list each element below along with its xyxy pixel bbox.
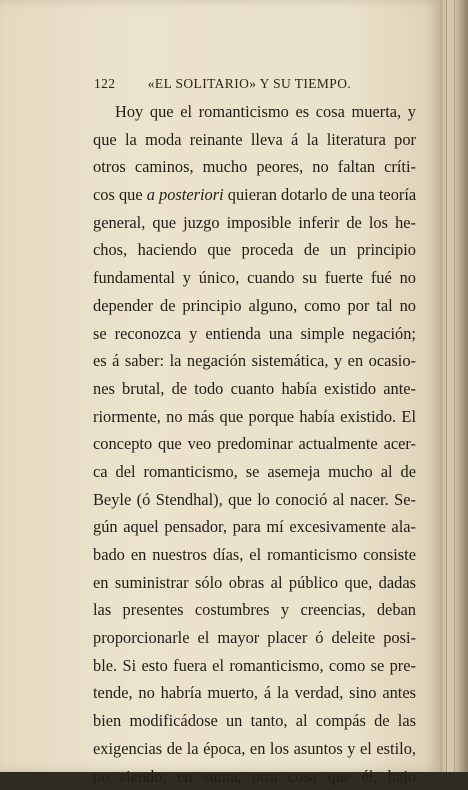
- text-line: en suministrar sólo obras al público que, dadas: [93, 569, 416, 597]
- text-line: las presentes costumbres y creencias, deban: [93, 596, 416, 624]
- text-line: bado en nuestros días, el romanticismo consiste: [93, 541, 416, 569]
- running-head-title: «EL SOLITARIO» Y SU TIEMPO.: [148, 76, 351, 92]
- text-segment: cos que: [93, 185, 147, 204]
- text-line: riormente, no más que porque había existido. El: [93, 403, 416, 431]
- text-line: es á saber: la negación sistemática, y en ocasio-: [93, 347, 416, 375]
- text-line: Beyle (ó Stendhal), que lo conoció al nacer. Se-: [93, 486, 416, 514]
- text-line: fundamental y único, cuando su fuerte fué no: [93, 264, 416, 292]
- text-segment: quieran dotarlo de una teoría: [224, 185, 417, 204]
- running-head: [94, 76, 374, 94]
- body-text: [93, 98, 416, 790]
- text-line: se reconozca y entienda una simple negación;: [93, 320, 416, 348]
- text-line: exigencias de la época, en los asuntos y el estilo,: [93, 735, 416, 763]
- text-line: ca del romanticismo, se asemeja mucho al de: [93, 458, 416, 486]
- text-line: proporcionarle el mayor placer ó deleite posi-: [93, 624, 416, 652]
- text-line: no siendo, en suma, otra cosa que él, bajo: [93, 763, 416, 790]
- text-line: gún aquel pensador, para mí excesivamente ala-: [93, 513, 416, 541]
- text-line: otros caminos, mucho peores, no faltan críti-: [93, 153, 416, 181]
- text-line: Hoy que el romanticismo es cosa muerta, y: [93, 98, 416, 126]
- text-line: bien modificádose un tanto, al compás de las: [93, 707, 416, 735]
- italic-phrase: a posteriori: [147, 185, 224, 204]
- text-line: [93, 181, 416, 209]
- text-line: tende, no habría muerto, á la verdad, sino antes: [93, 679, 416, 707]
- page-edge: [440, 0, 468, 772]
- text-line: nes brutal, de todo cuanto había existido ante-: [93, 375, 416, 403]
- text-line: que la moda reinante lleva á la literatura por: [93, 126, 416, 154]
- text-line: concepto que veo predominar actualmente acer-: [93, 430, 416, 458]
- text-line: chos, haciendo que proceda de un principio: [93, 236, 416, 264]
- text-line: ble. Si esto fuera el romanticismo, como se pre-: [93, 652, 416, 680]
- page-number: 122: [94, 76, 144, 92]
- text-line: general, que juzgo imposible inferir de los he-: [93, 209, 416, 237]
- text-line: depender de principio alguno, como por tal no: [93, 292, 416, 320]
